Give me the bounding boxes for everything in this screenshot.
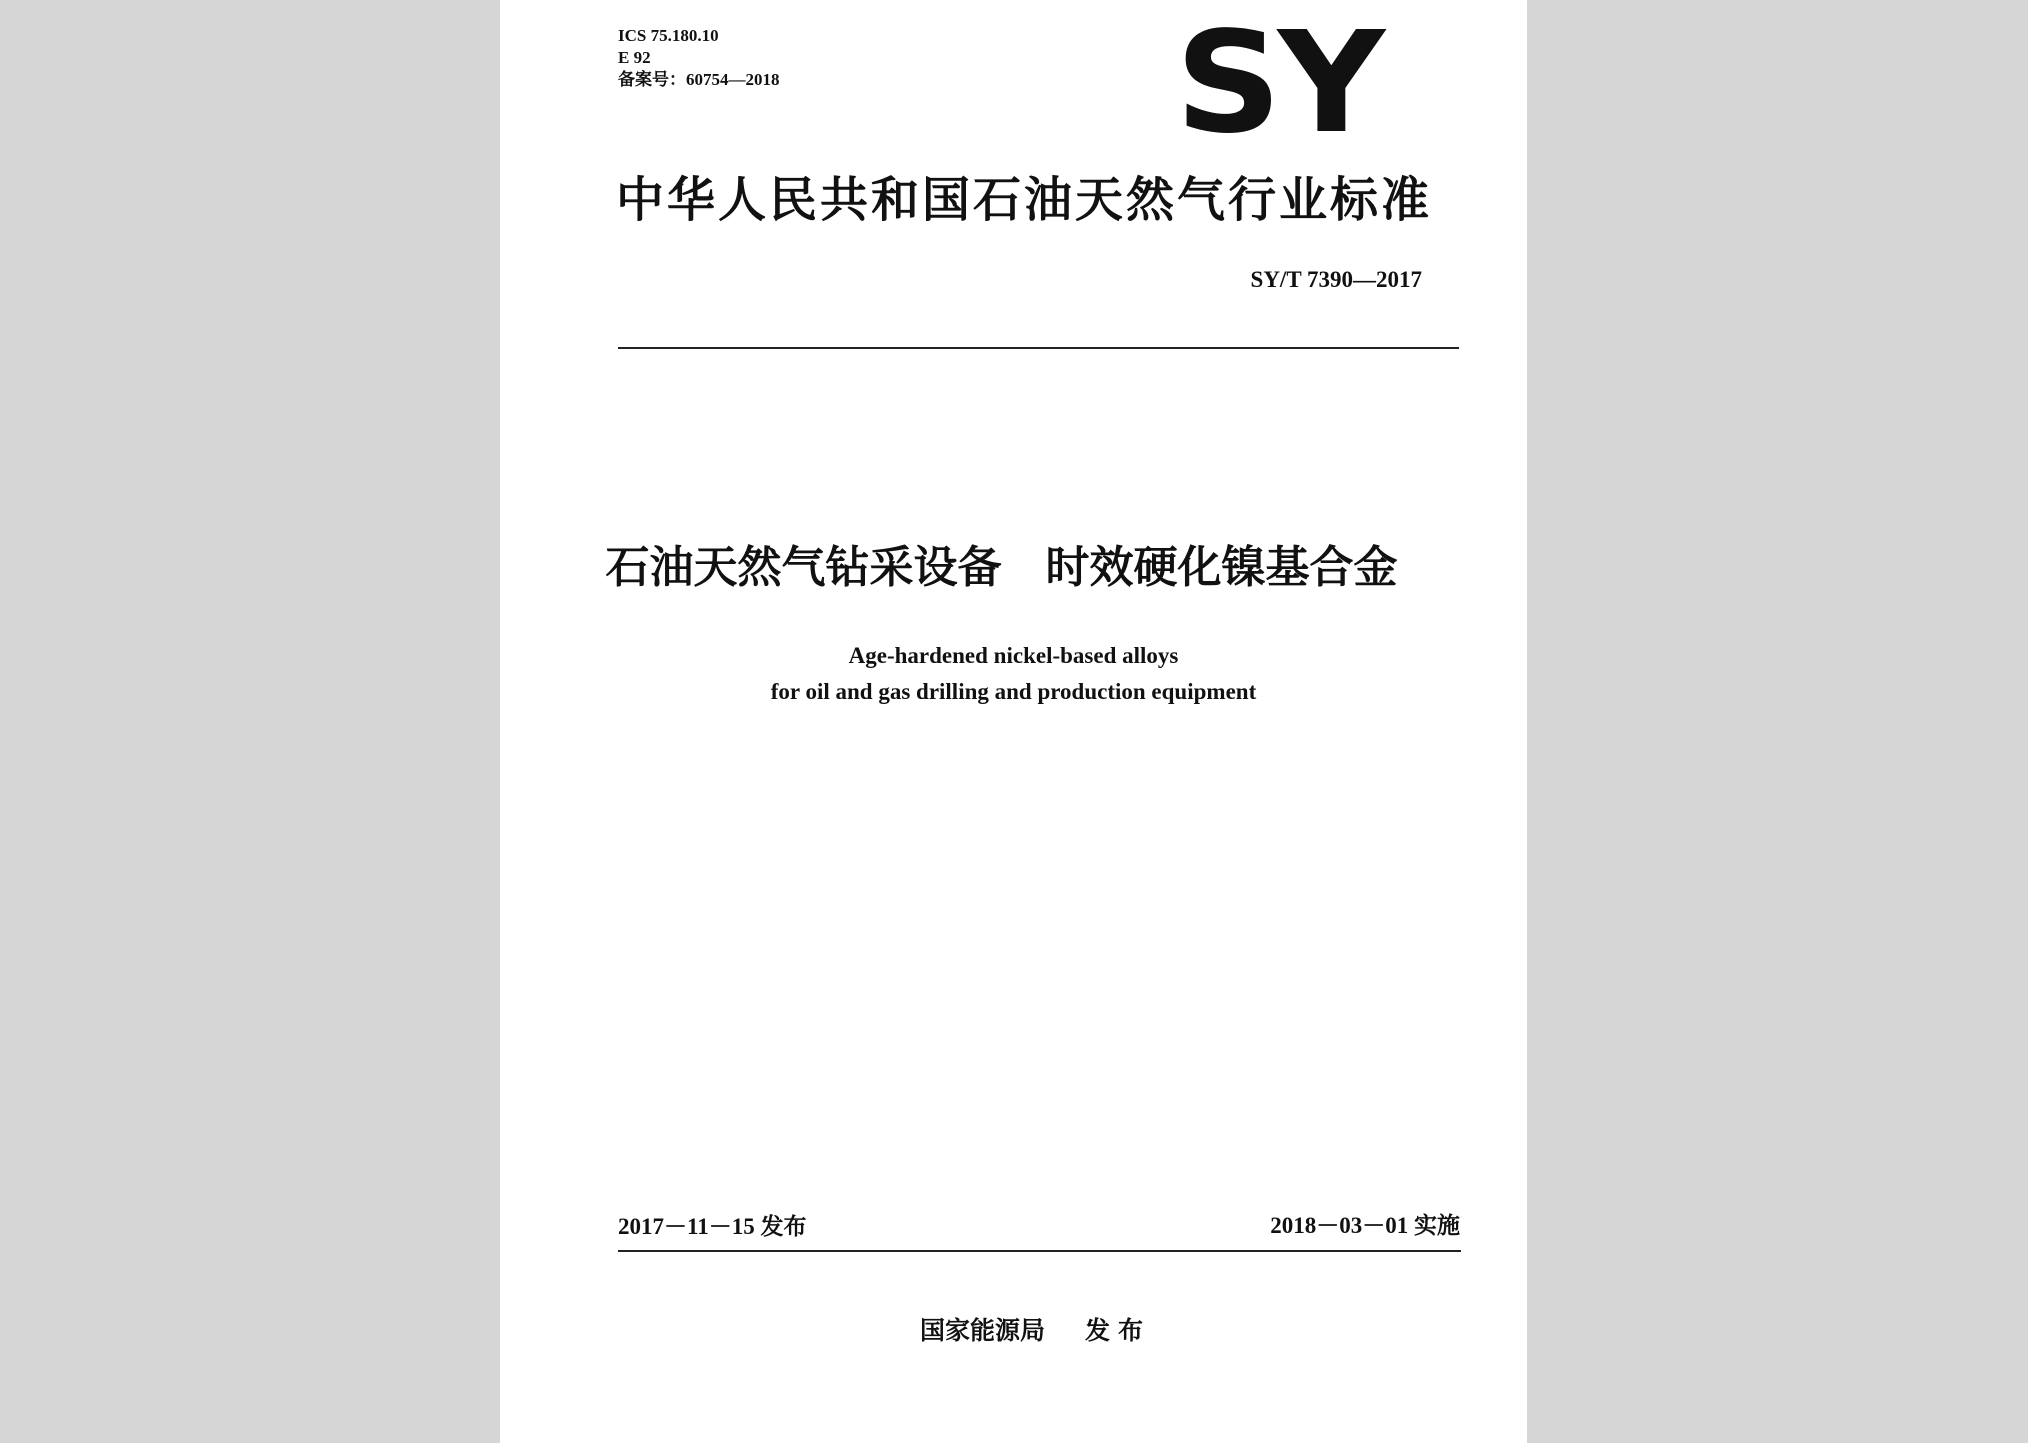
issue-date: 2017－11－15 发布	[618, 1214, 807, 1239]
english-title-line-2: for oil and gas drilling and production equipment	[770, 679, 1257, 704]
standard-number: SY/T 7390—2017	[1250, 267, 1422, 292]
organization-title: 中华人民共和国石油天然气行业标准	[616, 172, 1433, 228]
classification-block	[618, 25, 780, 91]
publisher	[920, 1314, 1151, 1348]
english-title-line-1: Age-hardened nickel-based alloys	[848, 643, 1179, 668]
header-divider	[618, 347, 1459, 349]
english-title	[500, 638, 1527, 710]
ccs-code: E 92	[618, 48, 651, 67]
filing-number: 备案号：60754—2018	[618, 70, 780, 89]
document-page	[500, 0, 1527, 1443]
footer-divider	[618, 1250, 1461, 1252]
sy-logo: SY	[1175, 2, 1381, 165]
ics-code: ICS 75.180.10	[618, 26, 719, 45]
chinese-title: 石油天然气钻采设备 时效硬化镍基合金	[605, 542, 1398, 593]
publisher-action: 发布	[1085, 1316, 1152, 1345]
effective-date: 2018－03－01 实施	[1270, 1213, 1460, 1238]
publisher-name: 国家能源局	[920, 1316, 1046, 1345]
